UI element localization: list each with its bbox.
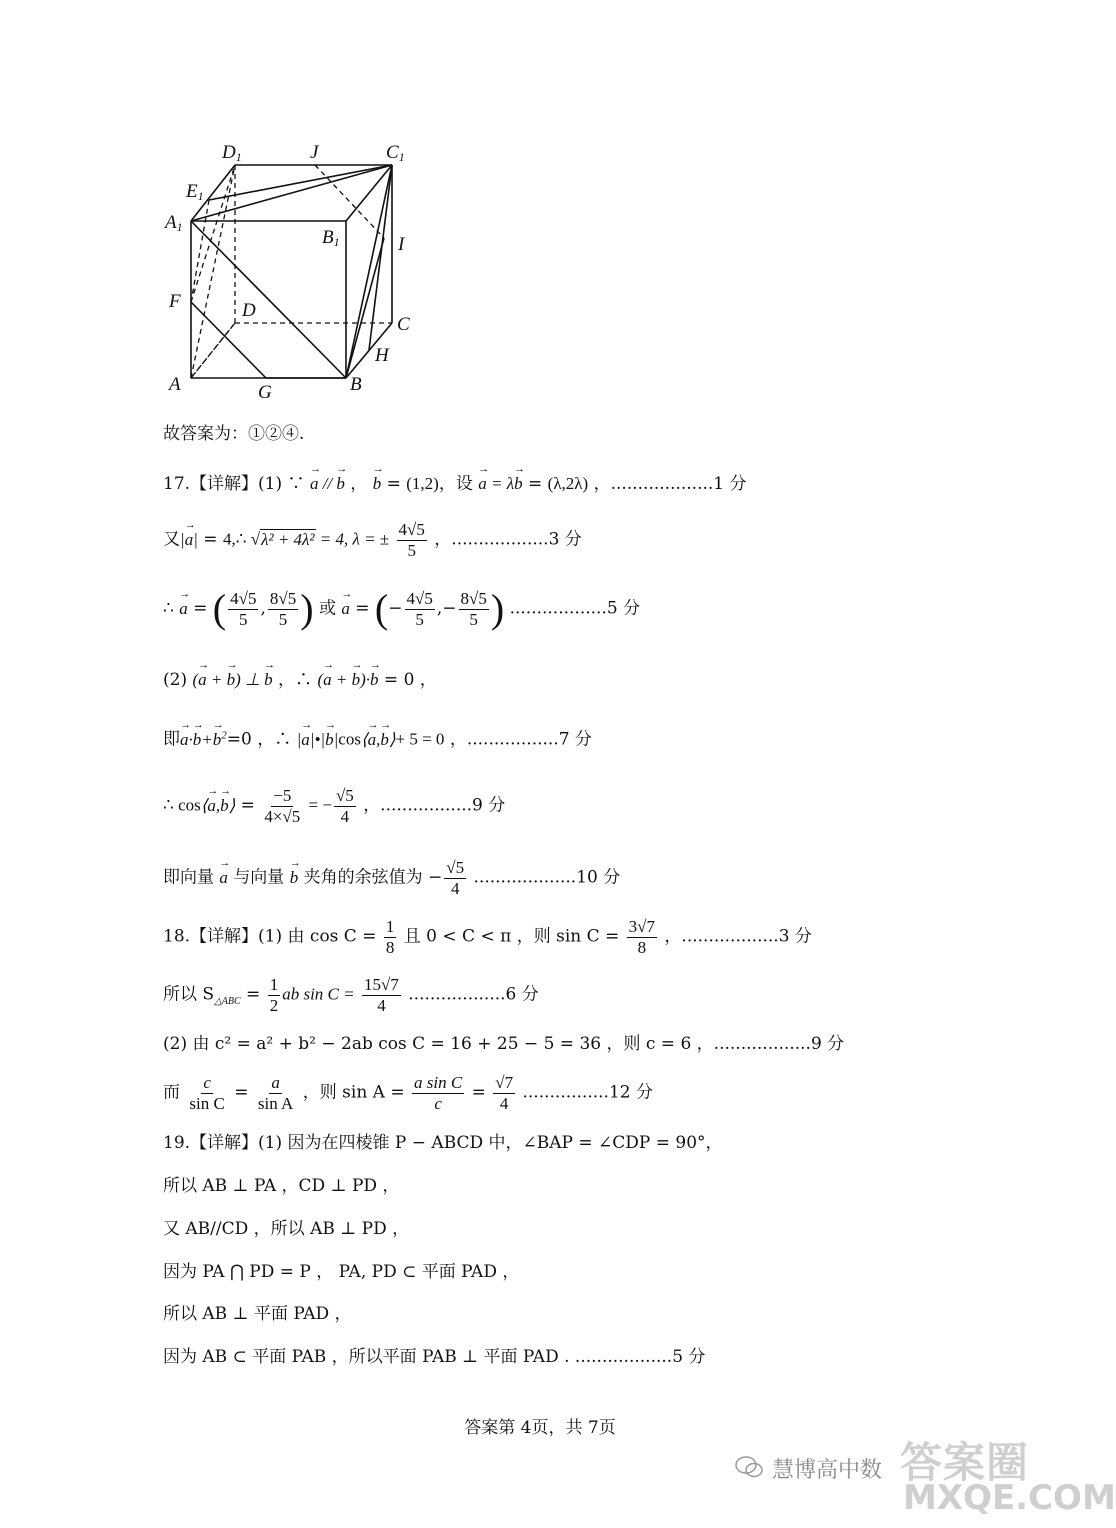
q17-line-2: 又|→ a| = 4,∴ √λ² + 4λ² = 4, λ = ± $\frac{4√5}{5}$ ，..................3 分 [163,520,582,560]
watermark-account: 慧博高中数 [772,1458,883,1483]
wechat-icon [735,1455,763,1479]
label-f: F [169,291,181,312]
cube-diagram [160,138,430,408]
q17-line-5: 即→ $a\cdot\to b+\to b^2=0$ ，∴ |→ a|•|→ b|cos⟨→ a,→ b⟩+ 5 = 0 ，.................7 分 [163,729,592,750]
label-e1: E1 [186,181,204,203]
q19-line-6: 因为 AB ⊂ 平面 PAB ，所以平面 PAB ⊥ 平面 PAD . ..................5 分 [163,1347,706,1367]
frac-4r5: $\frac{4√5}{5}$ [398,520,425,560]
q19-line-4: 因为 PA ⋂ PD = P ， PA, PD ⊂ 平面 PAD ， [163,1262,520,1282]
label-c: C [397,314,410,335]
q19-line-1: 19.【详解】(1) 因为在四棱锥 P − ABCD 中，∠BAP = ∠CDP = 90°， [163,1133,723,1153]
label-c1: C1 [386,142,405,164]
watermark-logo-top: 答案圈 [900,1438,1030,1487]
q19-line-5: 所以 AB ⊥ 平面 PAD ， [163,1304,352,1324]
q18-line-1: 18.【详解】(1) 由 cos C = $\frac{1}{8}$ 且 0 < C < π ，则 sin C = $\frac{3√7}{8}$ ，..................3 分 [163,917,812,957]
q18-line-2: 所以 $S_{\triangle ABC}$ = $\frac{1}{2}$ ab sin C = $\frac{15√7}{4}$ ..................6 分 [163,975,539,1015]
label-j: J [310,142,319,163]
label-a1: A1 [165,212,183,234]
q18-line-3: (2) 由 c² = a² + b² − 2ab cos C = 16 + 25 − 5 = 36 ，则 c = 6 ，..................9 分 [163,1034,845,1054]
q17-line-4: (2) (→ a + → b) ⊥ → b ，∴ (→ a + → b)·→ b = 0 ， [163,670,437,690]
label-d1: D1 [222,142,242,164]
page-footer: 答案第 4页，共 7页 [464,1418,616,1438]
label-a: A [169,374,181,395]
watermark-logo-bottom: MXQE.COM [903,1478,1116,1518]
label-d: D [242,300,256,321]
label-i: I [398,234,405,255]
q17-line-3: ∴ → a = ( $\frac{4√5}{5}$ , $\frac{8√5}{5}$ ) 或 → a = (− $\frac{4√5}{5}$ ,− $\frac{8√5}{5}$ ) ..................5 分 [163,585,640,633]
q17-line-7: 即向量 → a 与向量 → b 夹角的余弦值为 − $\frac{√5}{4}$ ...................10 分 [163,858,620,898]
cube-figure [160,138,430,408]
q18-line-4: 而 $\frac{c}{\text{sin C}}$ = $\frac{a}{\text{sin A}}$ ，则 sin A = $\frac{\text{a sin C}}{c}$ = $\frac{√7}{4}$ ................12 分 [163,1073,653,1113]
label-g: G [258,382,272,403]
q17-line-6: ∴ cos⟨→ a,→ b⟩ = $\frac{-5}{4\times√5}$ = − $\frac{√5}{4}$ ，.................9 分 [163,786,505,826]
q19-line-3: 又 AB//CD ，所以 AB ⊥ PD ， [163,1219,410,1239]
q17-line-1: 17.【详解】(1) ∵ → a // → b ， → b = (1,2)，设 → a = λ→ b = (λ,2λ) ，...................1 分 [163,474,747,494]
q19-line-2: 所以 AB ⊥ PA ，CD ⊥ PD ， [163,1176,400,1196]
answer-line: 故答案为：①②④. [163,424,305,444]
label-b1: B1 [322,227,340,249]
label-h: H [375,345,389,366]
label-b: B [350,374,362,395]
